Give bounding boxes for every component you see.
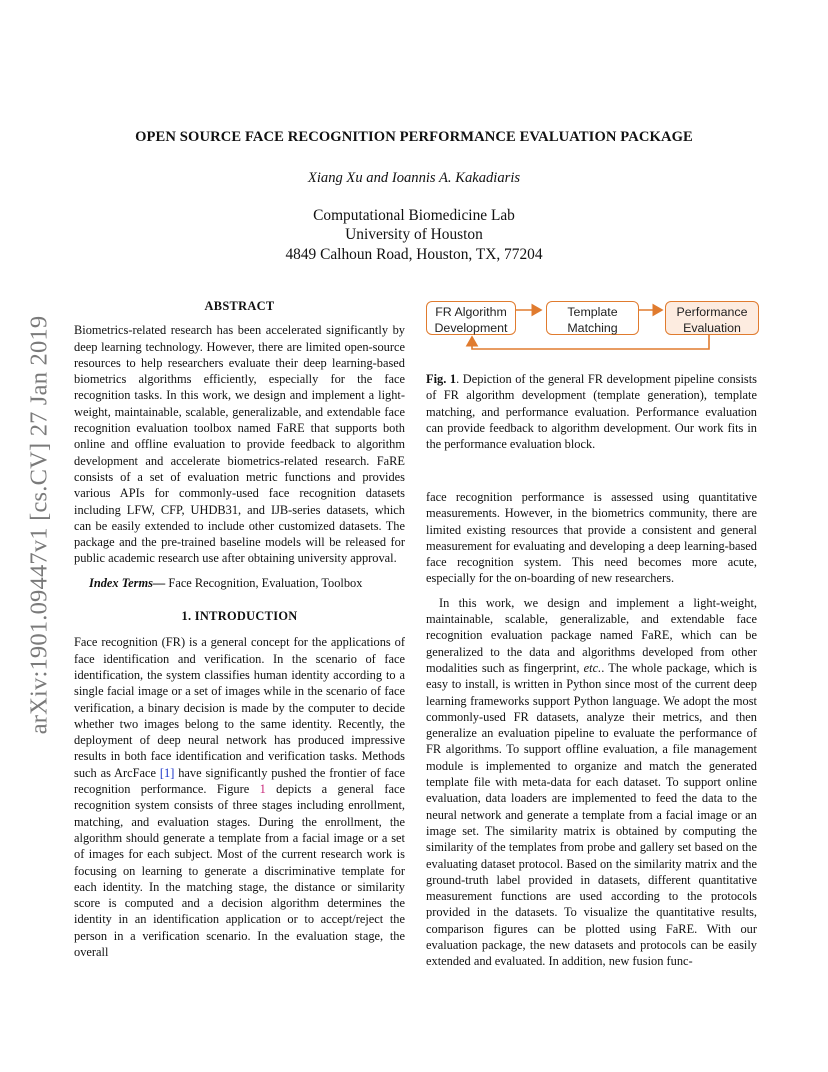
right-text-b: . The whole package, which is easy to install, is written in Python since most of the current deep learning frameworks support Python language. We adopt the most commonly-used FR datasets, analyze their metrics, and then generalize an evaluation pipeline to evaluate the performance of FR algorithms. To support offline evaluation, a file management module is implemented to organize and match the generated template file with meta-data for each dataset. To support online evaluation, data loaders are implemented to feed the data to the neural network and generate a template from a facial image or an image set. The similarity matrix is obtained by computing the similarity of the templates from probe and gallery set based on the evaluating dataset protocol. Based on the similarity matrix and the ground-truth label provided in datasets, different quantitative measurement functions are used according to the protocols provided in the datasets. To visualize the quantitative results, comparison figures can be plotted using FaRE. With our evaluation package, the new datasets and protocols can be easily extended and evaluated. In addition, new fusion func- — [426, 660, 757, 969]
box-label: Development — [434, 320, 508, 335]
abstract-text: Biometrics-related research has been accelerated significantly by deep learning technology. However, there are limited open-source resources to help researchers evaluate their deep learning-based biometrics algorithms efficiently, especially for the face recognition tasks. In this work, we design and implement a light-weight, maintainable, scalable, generalizable, and extendable face recognition evaluation toolbox named FaRE that supports both online and offline evaluation to provide feedback to algorithm development and accelerate biometrics-related research. FaRE consists of a set of evaluation metric functions and provides various APIs for commonly-used face recognition datasets including LFW, CFP, UHDB31, and IJB-series datasets, which can be easily extended to include other customized datasets. The package and the pre-trained baseline models will be released for public academic research use after obtaining university approval. — [74, 323, 405, 566]
abstract-heading: ABSTRACT — [204, 299, 275, 313]
box-label: Evaluation — [683, 320, 741, 335]
paper-authors: Xiang Xu and Ioannis A. Kakadiaris — [307, 170, 521, 186]
right-text-etc: etc. — [583, 660, 602, 675]
citation-link[interactable]: [1] — [159, 765, 175, 780]
intro-text-c: depicts a general face recognition system consists of three stages including enrollment, matching, and evaluation stages. During the enrollment, the algorithm should generate a template from a facial image or a set of images for each subject. Most of the current research work is focusing on learning to generate a discriminative template for each identity. In the matching stage, the distance or similarity score is computed and a decision algorithm determines the identity in an identification application or to accept/reject the person in a verification scenario. In the evaluation stage, the overall — [74, 782, 405, 959]
right-paragraph-1: face recognition performance is assessed using quantitative measurements. However, in the biometrics community, there are limited existing resources that provide a consistent and general measurement for evaluating and developing a deep learning-based face recognition system. This need becomes more acute, especially for the on-boarding of new researchers. — [426, 490, 757, 586]
affiliation — [0, 206, 828, 264]
box-fr-algorithm-development — [426, 301, 516, 335]
left-column — [74, 298, 405, 960]
arxiv-stamp — [24, 290, 54, 760]
affiliation-lab: Computational Biomedicine Lab — [313, 207, 515, 224]
introduction-heading: 1. INTRODUCTION — [181, 609, 298, 624]
paper-title: OPEN SOURCE FACE RECOGNITION PERFORMANCE EVALUATION PACKAGE — [135, 129, 693, 145]
box-label: Template — [567, 305, 618, 319]
right-column — [426, 489, 757, 970]
right-paragraph-2 — [426, 595, 757, 970]
affiliation-university: University of Houston — [345, 226, 483, 244]
box-label: Performance — [676, 305, 748, 319]
index-terms-text: Face Recognition, Evaluation, Toolbox — [168, 575, 363, 590]
introduction-paragraph — [74, 634, 405, 960]
figure-1-caption — [426, 371, 757, 452]
arxiv-stamp-text: arXiv:1901.09447v1 [cs.CV] 27 Jan 2019 — [25, 315, 53, 735]
affiliation-address: 4849 Calhoun Road, Houston, TX, 77204 — [285, 245, 543, 263]
index-terms — [74, 575, 405, 591]
index-terms-label: Index Terms— — [89, 575, 166, 590]
intro-text-a: Face recognition (FR) is a general concept for the applications of face identification and verification. In the scenario of face identification, the system classifies human identity according to a single facial image or a set of images while in the scenario of face verification, a binary decision is made by the computer to decide whether two images belong to the same identity. Recently, the deployment of deep neural network has produced impressive results in both face identification and verification tasks. Methods such as ArcFace — [74, 635, 405, 780]
box-label: FR Algorithm — [435, 305, 507, 319]
caption-label: Fig. 1 — [426, 372, 457, 386]
right-text-a: In this work, we design and implement a light-weight, maintainable, scalable, generalizable, and extendable face recognition evaluation package named FaRE, which can be generalized to the data and algorithms developed from other modalities such as fingerprint, — [426, 595, 757, 675]
figure-link[interactable]: 1 — [259, 782, 266, 797]
figure-1-diagram — [420, 292, 760, 362]
caption-text: . Depiction of the general FR development pipeline consists of FR algorithm development (template generation), template matching, and performance evaluation. Performance evaluation can provide feedback to algorithm development. Our work fits in the performance evaluation block. — [426, 372, 757, 452]
intro-text-b: have significantly pushed the frontier of face recognition performance. Figure — [74, 765, 406, 797]
box-label: Matching — [567, 320, 618, 335]
box-performance-evaluation — [665, 301, 759, 335]
box-template-matching — [546, 301, 639, 335]
